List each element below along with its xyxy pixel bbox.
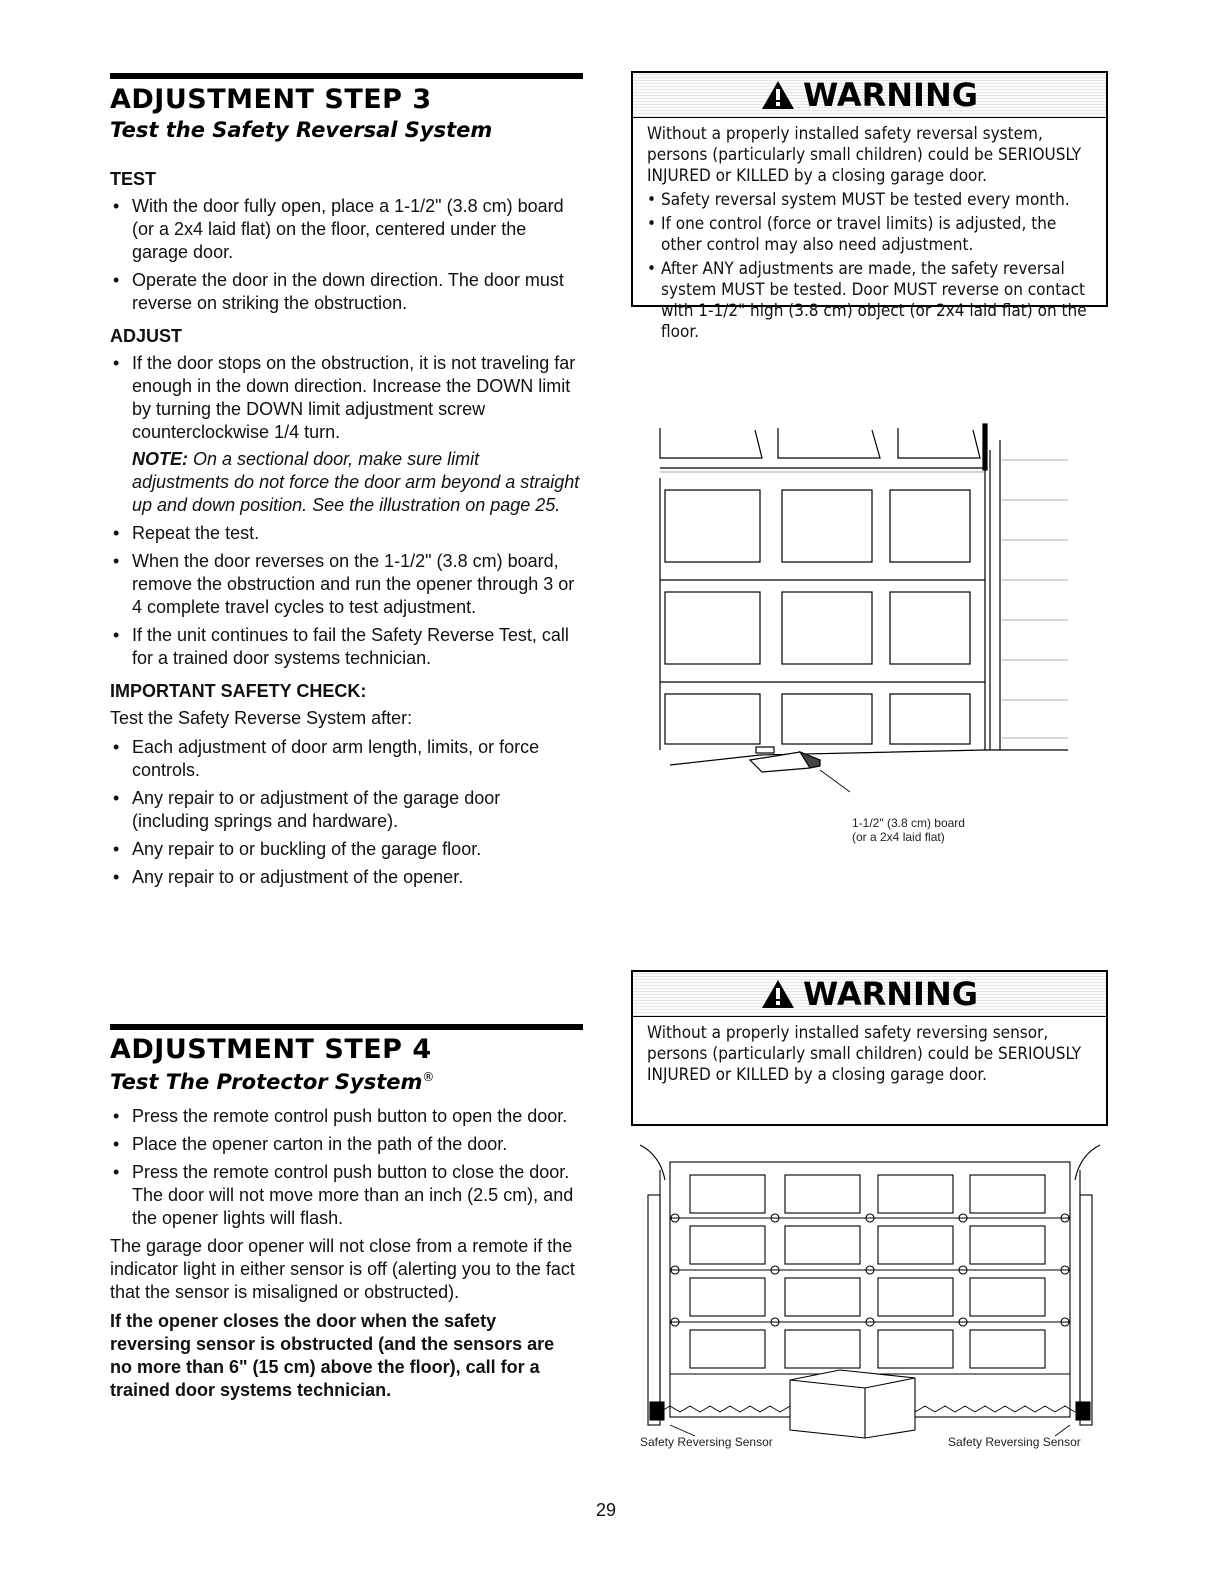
warning-title: WARNING (803, 76, 978, 114)
warning-box-2 (631, 970, 1108, 1126)
step3-subtitle: Test the Safety Reversal System (110, 118, 493, 142)
safety-list (110, 736, 580, 889)
step4-subtitle-wrap (110, 1070, 434, 1094)
warning-intro: Without a properly installed safety reversal system, persons (particularly small children) could be SERIOUSLY INJURED or KILLED by a closing garage door. (647, 124, 1082, 186)
list-item: • Any repair to or adjustment of the opener. (110, 866, 580, 889)
list-item: • If one control (force or travel limits) is adjusted, the other control may also need adjustment. (647, 214, 1096, 256)
safety-sensor-illustration (630, 1140, 1110, 1440)
test-list (110, 195, 580, 315)
step4-bold-paragraph: If the opener closes the door when the safety reversing sensor is obstructed (and the sensors are no more than 6" (15 cm) above the floor), call for a trained door systems technician. (110, 1311, 555, 1400)
garage-door-board-illustration (650, 420, 1080, 840)
safety-heading: IMPORTANT SAFETY CHECK: (110, 681, 367, 701)
list-item: • With the door fully open, place a 1-1/2" (3.8 cm) board (or a 2x4 laid flat) on the floor, centered under the garage door. (110, 195, 580, 264)
list-item: • Place the opener carton in the path of the door. (110, 1133, 580, 1156)
board-label-line1: 1-1/2" (3.8 cm) board (852, 816, 965, 830)
board-label-line2: (or a 2x4 laid flat) (852, 830, 945, 844)
list-item: • Each adjustment of door arm length, limits, or force controls. (110, 736, 580, 782)
warning-triangle-icon (761, 80, 795, 110)
list-item: • Any repair to or adjustment of the garage door (including springs and hardware). (110, 787, 580, 833)
warning-header (633, 972, 1106, 1017)
warning-box-1 (631, 71, 1108, 342)
note-text: On a sectional door, make sure limit adjustments do not force the door arm beyond a straight up and down position. See the illustration on page 25. (132, 449, 580, 515)
sensor-label-left: Safety Reversing Sensor (640, 1435, 773, 1449)
list-item: • If the door stops on the obstruction, it is not traveling far enough in the down direction. Increase the DOWN limit by turning the DOWN limit adjustment screw counterclockwise 1/4 turn. (110, 352, 580, 444)
step4-list (110, 1105, 580, 1230)
warning-intro: Without a properly installed safety reversing sensor, persons (particularly small children) could be SERIOUSLY INJURED or KILLED by a closing garage door. (647, 1023, 1082, 1085)
step4-body (110, 1105, 580, 1402)
safety-intro: Test the Safety Reverse System after: (110, 708, 413, 728)
step3-rule (110, 73, 583, 79)
note (110, 448, 580, 517)
sensor-label-right: Safety Reversing Sensor (948, 1435, 1081, 1449)
registered-mark: ® (422, 1070, 435, 1084)
list-item: • Press the remote control push button to open the door. (110, 1105, 580, 1128)
test-heading: TEST (110, 169, 157, 189)
warning-triangle-icon (761, 979, 795, 1009)
list-item: • Any repair to or buckling of the garage floor. (110, 838, 580, 861)
adjust-heading: ADJUST (110, 326, 183, 346)
adjust-list-rest (110, 522, 580, 670)
warning-header (633, 73, 1106, 118)
adjust-list (110, 352, 580, 444)
list-item: • After ANY adjustments are made, the safety reversal system MUST be tested. Door MUST reverse on contact with 1-1/2" high (3.8 cm) object (or 2x4 laid flat) on the floor. (647, 259, 1096, 343)
step4-title: ADJUSTMENT STEP 4 (110, 1034, 432, 1065)
warning-title: WARNING (803, 975, 978, 1013)
warning-body (633, 1017, 1106, 1095)
list-item: • Safety reversal system MUST be tested every month. (647, 190, 1096, 211)
list-item: • If the unit continues to fail the Safety Reverse Test, call for a trained door systems technician. (110, 624, 580, 670)
list-item: • Press the remote control push button to close the door. The door will not move more than an inch (2.5 cm), and the opener lights will flash. (110, 1161, 580, 1230)
list-item: • Repeat the test. (110, 522, 580, 545)
page-number: 29 (596, 1500, 617, 1520)
step3-body (110, 168, 580, 894)
board-label (852, 816, 965, 844)
step4-paragraph: The garage door opener will not close from a remote if the indicator light in either sensor is off (alerting you to the fact that the sensor is misaligned or obstructed). (110, 1236, 575, 1302)
list-item: • Operate the door in the down direction. The door must reverse on striking the obstruction. (110, 269, 580, 315)
warning-body (633, 118, 1106, 352)
list-item: • When the door reverses on the 1-1/2" (3.8 cm) board, remove the obstruction and run the opener through 3 or 4 complete travel cycles to test adjustment. (110, 550, 580, 619)
note-label: NOTE: (132, 449, 188, 469)
step4-rule (110, 1024, 583, 1030)
step3-title: ADJUSTMENT STEP 3 (110, 84, 432, 115)
warning-list (647, 190, 1096, 343)
step4-subtitle: Test The Protector System (110, 1070, 423, 1094)
